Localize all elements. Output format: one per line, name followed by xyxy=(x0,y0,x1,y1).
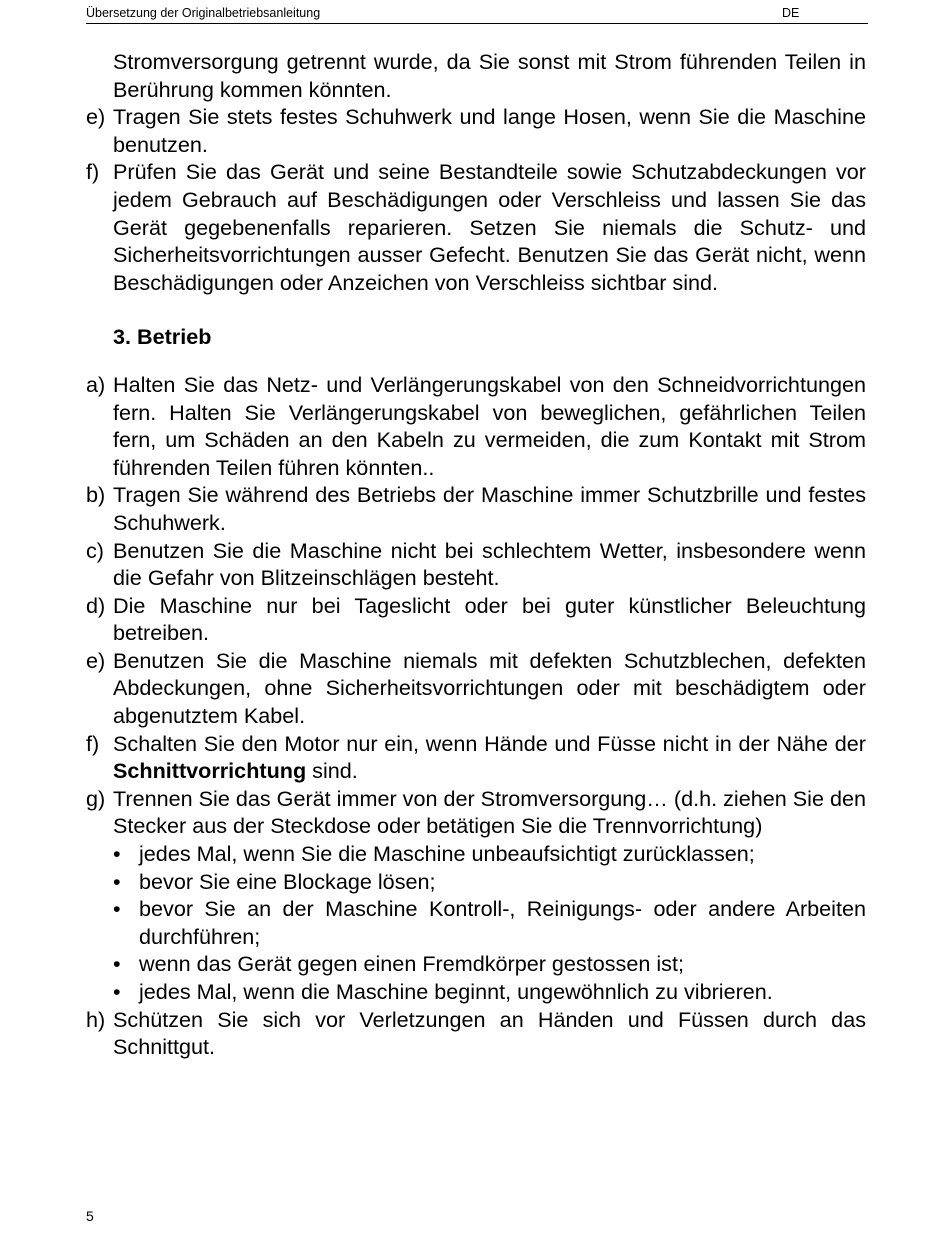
list-text-part: sind. xyxy=(306,758,358,784)
bullet-item xyxy=(86,950,866,978)
bullet-item xyxy=(86,895,866,950)
list-item xyxy=(86,785,866,840)
list-text: Trennen Sie das Gerät immer von der Stromversorgung… (d.h. ziehen Sie den Stecker aus der Steckdose oder betätigen Sie die Trennvorrichtung) xyxy=(113,785,866,839)
page-header xyxy=(86,4,868,24)
list-item xyxy=(86,481,866,536)
header-language: DE xyxy=(782,6,800,20)
header-title: Übersetzung der Originalbetriebsanleitung xyxy=(86,6,321,20)
list-text: Prüfen Sie das Gerät und seine Bestandteile sowie Schutzabdeckungen vor jedem Gebrauch auf Beschädigungen oder Verschleiss und lassen Sie das Gerät gegebenenfalls reparieren. Setzen Sie niemals die Schutz- und Sicherheitsvorrichtungen ausser Gefecht. Benutzen Sie das Gerät nicht, wenn Beschädigungen oder Anzeichen von Verschleiss sichtbar sind. xyxy=(113,159,866,295)
bullet-text: bevor Sie an der Maschine Kontroll-, Reinigungs- oder andere Arbeiten durchführen; xyxy=(139,896,866,949)
list-marker: e) xyxy=(86,104,106,130)
section-heading: 3. Betrieb xyxy=(113,324,212,350)
list-text: Halten Sie das Netz- und Verlängerungskabel von den Schneidvorrichtungen fern. Halten Sie Verlängerungskabel von beweglichen, gefährlichen Teilen fern, um Schäden an den Kabeln zu vermeiden, die zum Kontakt mit Strom führenden Teilen führen könnten.. xyxy=(113,371,866,480)
list-marker: d) xyxy=(86,592,106,618)
list-item xyxy=(86,537,866,592)
list-item xyxy=(86,371,866,481)
bullet-icon: • xyxy=(113,868,121,894)
page-number: 5 xyxy=(86,1208,94,1224)
bullet-icon: • xyxy=(113,979,121,1004)
list-item xyxy=(86,647,866,730)
list-text xyxy=(113,730,866,785)
bullet-icon: • xyxy=(113,951,121,977)
bullet-text: jedes Mal, wenn Sie die Maschine unbeaufsichtigt zurücklassen; xyxy=(139,841,755,867)
list-item xyxy=(86,103,866,158)
list-item xyxy=(86,592,866,647)
list-marker: h) xyxy=(86,1006,106,1032)
list-marker: f) xyxy=(86,730,100,756)
list-text: Benutzen Sie die Maschine niemals mit defekten Schutzblechen, defekten Abdeckungen, ohne Sicherheitsvorrichtungen oder mit beschädigtem oder abgenutztem Kabel. xyxy=(113,647,866,729)
list-text: Schützen Sie sich vor Verletzungen an Händen und Füssen durch das Schnittgut. xyxy=(113,1006,866,1060)
list-marker: g) xyxy=(86,785,106,811)
list-marker: b) xyxy=(86,482,106,508)
document-body xyxy=(86,48,866,1061)
list-marker: c) xyxy=(86,537,104,563)
continued-paragraph: Stromversorgung getrennt wurde, da Sie sonst mit Strom führenden Teilen in Berührung kommen könnten. xyxy=(113,49,866,102)
bold-term: Schnittvorrichtung xyxy=(113,758,307,784)
list-item xyxy=(86,730,866,785)
bullet-item xyxy=(86,868,866,896)
list-marker: e) xyxy=(86,647,106,673)
list-item xyxy=(86,1006,866,1061)
bullet-icon: • xyxy=(113,841,121,867)
bullet-text: jedes Mal, wenn die Maschine beginnt, ungewöhnlich zu vibrieren. xyxy=(139,979,773,1004)
bullet-text: bevor Sie eine Blockage lösen; xyxy=(139,868,436,894)
list-text: Benutzen Sie die Maschine nicht bei schlechtem Wetter, insbesondere wenn die Gefahr von Blitzeinschlägen besteht. xyxy=(113,537,866,591)
list-text-part: Schalten Sie den Motor nur ein, wenn Hände und Füsse nicht in der Nähe der xyxy=(113,730,866,756)
list-item xyxy=(86,158,866,296)
bullet-item xyxy=(86,978,866,1006)
bullet-text: wenn das Gerät gegen einen Fremdkörper gestossen ist; xyxy=(139,951,684,977)
list-marker: f) xyxy=(86,159,100,185)
list-marker: a) xyxy=(86,371,106,397)
bullet-item xyxy=(86,840,866,868)
list-text: Tragen Sie stets festes Schuhwerk und lange Hosen, wenn Sie die Maschine benutzen. xyxy=(113,104,866,157)
list-text: Tragen Sie während des Betriebs der Maschine immer Schutzbrille und festes Schuhwerk. xyxy=(113,482,866,535)
list-text: Die Maschine nur bei Tageslicht oder bei guter künstlicher Beleuchtung betreiben. xyxy=(113,592,866,646)
bullet-icon: • xyxy=(113,896,121,922)
